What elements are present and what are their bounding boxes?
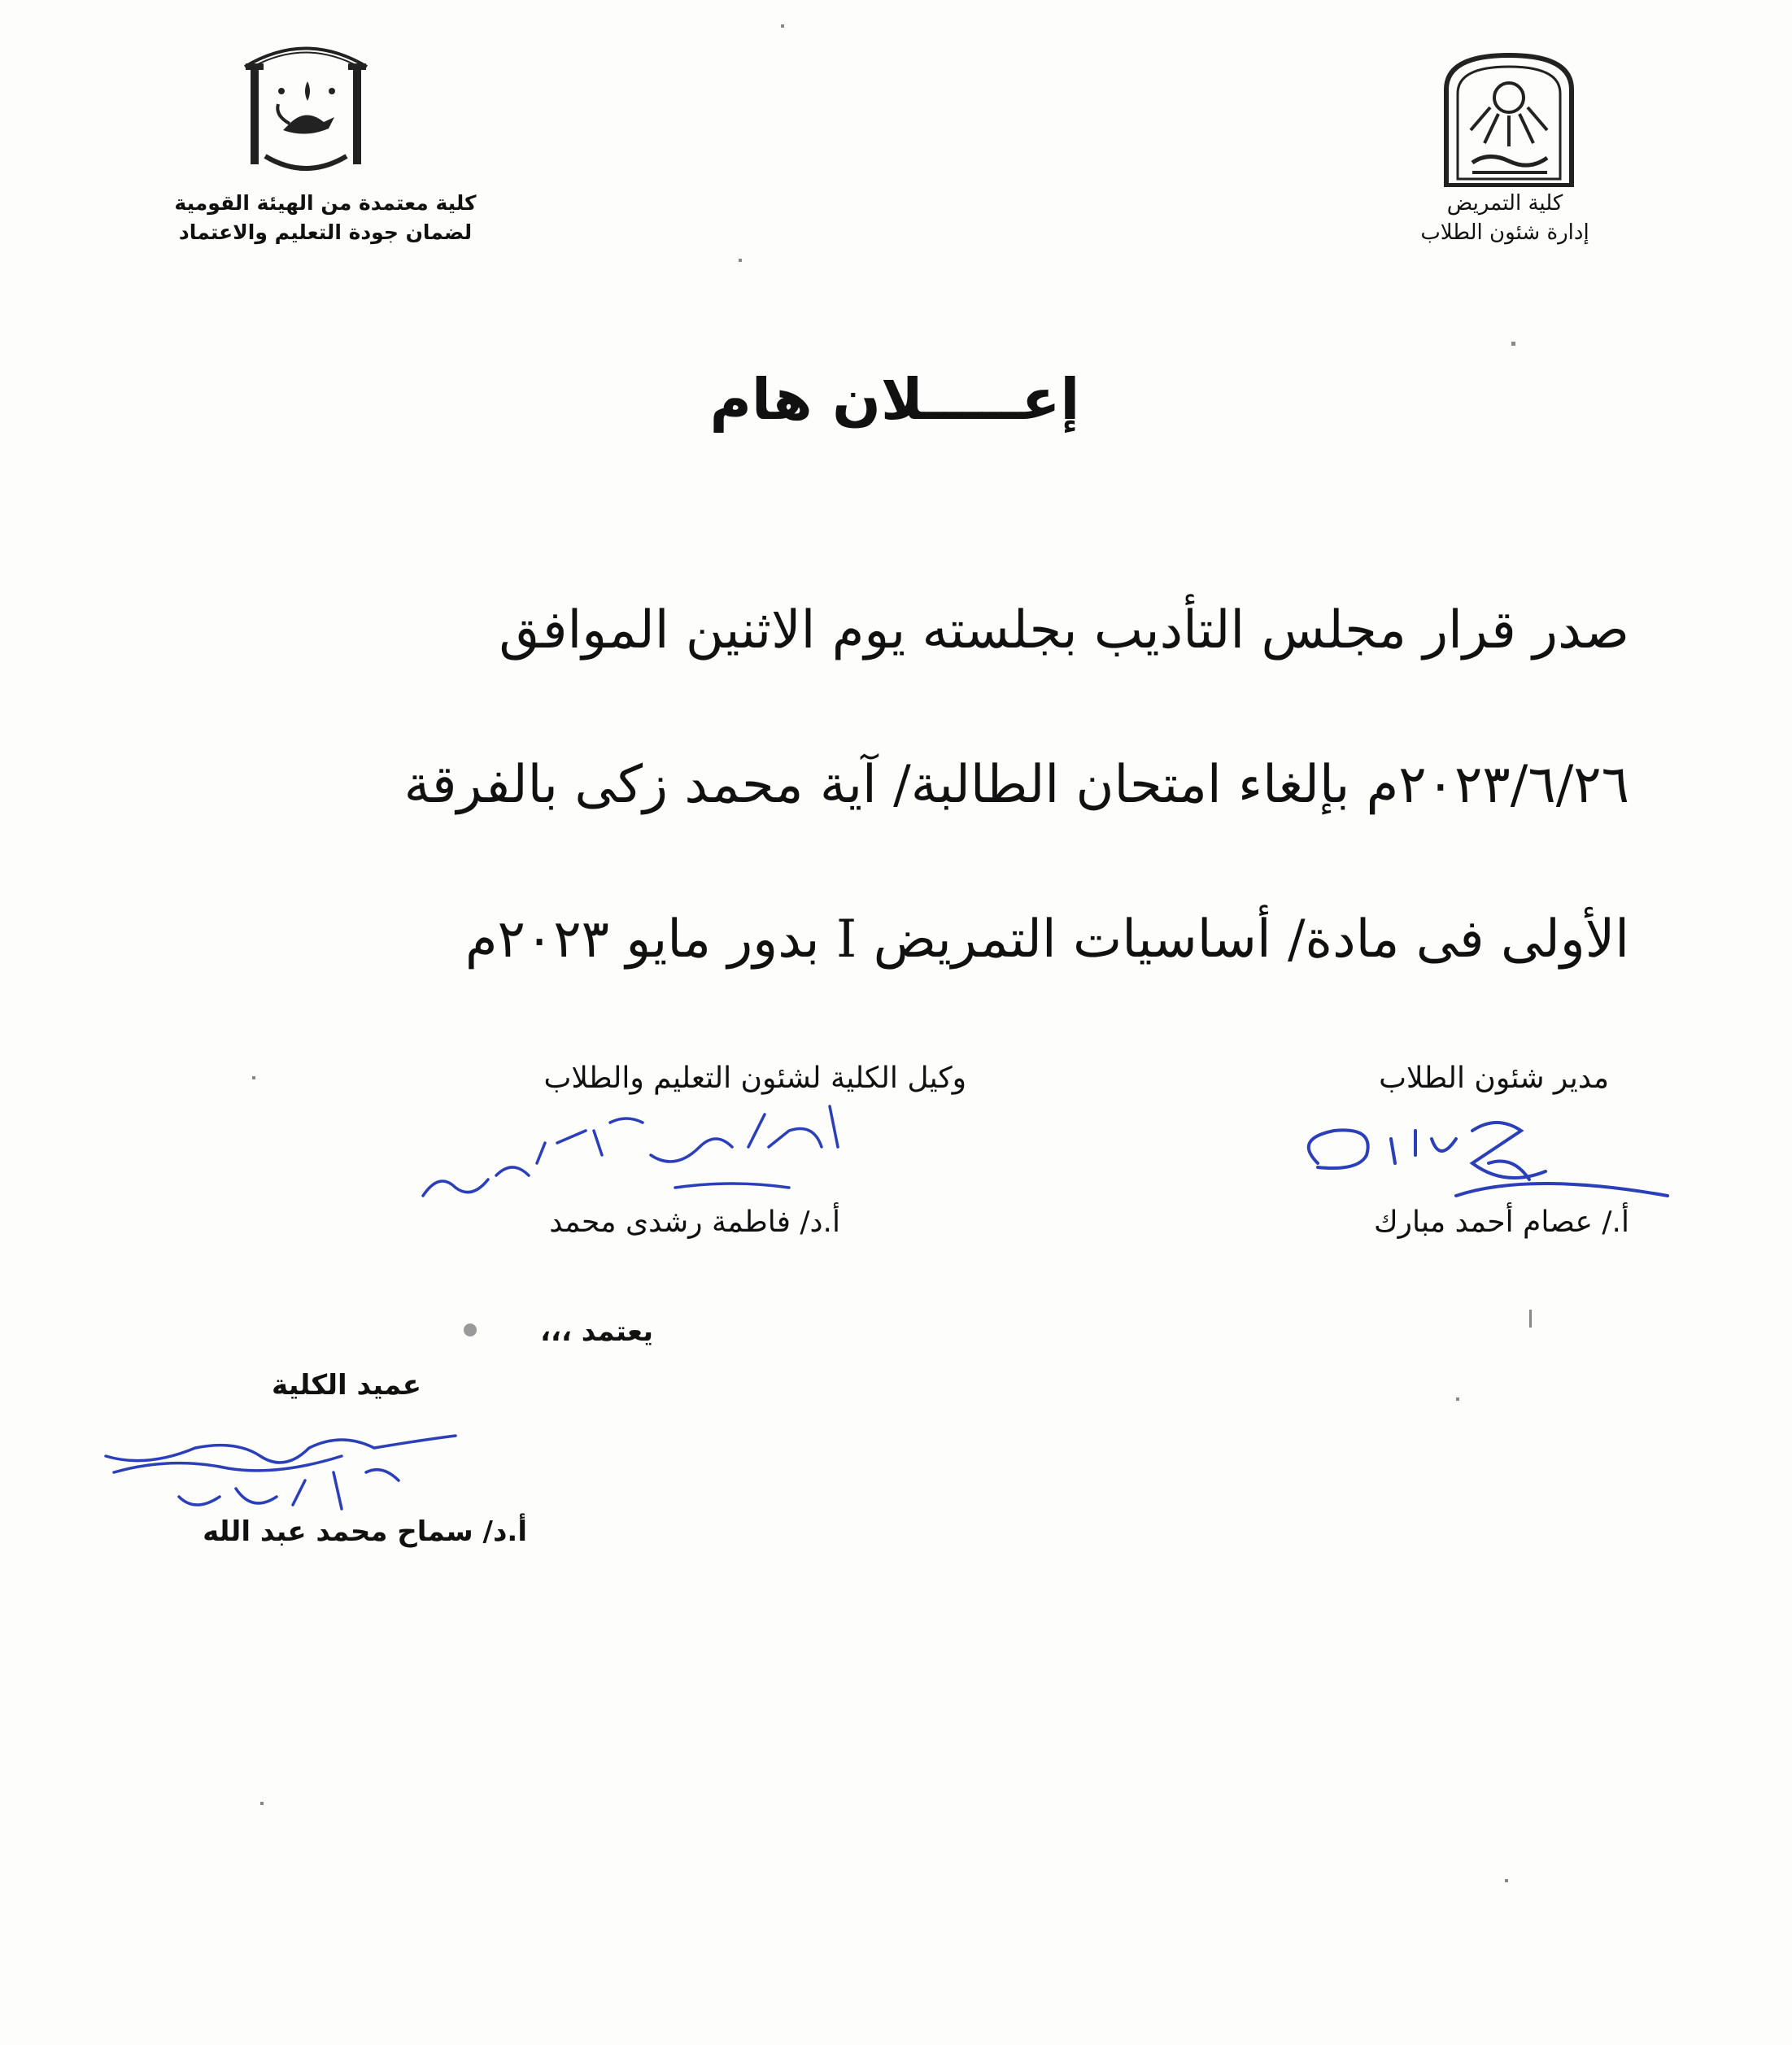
scan-speck [252, 1076, 255, 1079]
faculty-of-nursing-seal-icon [233, 34, 379, 181]
accreditation-line-1: كلية معتمدة من الهيئة القومية [174, 191, 477, 215]
faculty-header [1383, 189, 1627, 247]
body-line-1: صدر قرار مجلس التأديب بجلسته يوم الاثنين الموافق [499, 600, 1629, 661]
dean-name: أ.د/ سماح محمد عبد الله [203, 1515, 527, 1548]
accreditation-header [163, 189, 488, 247]
vice-dean-signature [407, 1098, 862, 1220]
scan-speck [1505, 1879, 1508, 1882]
stamp-dot [464, 1323, 477, 1336]
scan-speck [1511, 342, 1515, 346]
faculty-name: كلية التمريض [1446, 191, 1563, 216]
vice-dean-name: أ.د/ فاطمة رشدى محمد [549, 1206, 840, 1239]
vice-dean-title: وكيل الكلية لشئون التعليم والطلاب [543, 1062, 966, 1095]
scan-speck [781, 24, 784, 28]
manager-signature [1285, 1106, 1676, 1212]
announcement-title: إعـــــلان هام [709, 366, 1080, 433]
accreditation-line-2: لضمان جودة التعليم والاعتماد [178, 220, 473, 244]
university-emblem-icon [1440, 49, 1578, 187]
body-line-3: الأولى فى مادة/ أساسيات التمريض I بدور مايو ٢٠٢٣م [464, 909, 1629, 970]
scan-speck [260, 1802, 264, 1805]
scan-speck [739, 259, 742, 262]
scan-speck [1456, 1397, 1459, 1401]
manager-name: أ./ عصام أحمد مبارك [1374, 1206, 1629, 1239]
approved-label: يعتمد ،،، [540, 1315, 653, 1348]
manager-title: مدير شئون الطلاب [1379, 1062, 1609, 1095]
department-name: إدارة شئون الطلاب [1420, 220, 1589, 245]
dean-title: عميد الكلية [272, 1369, 421, 1402]
body-line-2: ٢٠٢٣/٦/٢٦م بإلغاء امتحان الطالبة/ آية محمد زكى بالفرقة [403, 755, 1629, 815]
dean-signature [98, 1424, 472, 1529]
scan-speck [1529, 1310, 1532, 1328]
announcement-body [149, 553, 1629, 1017]
